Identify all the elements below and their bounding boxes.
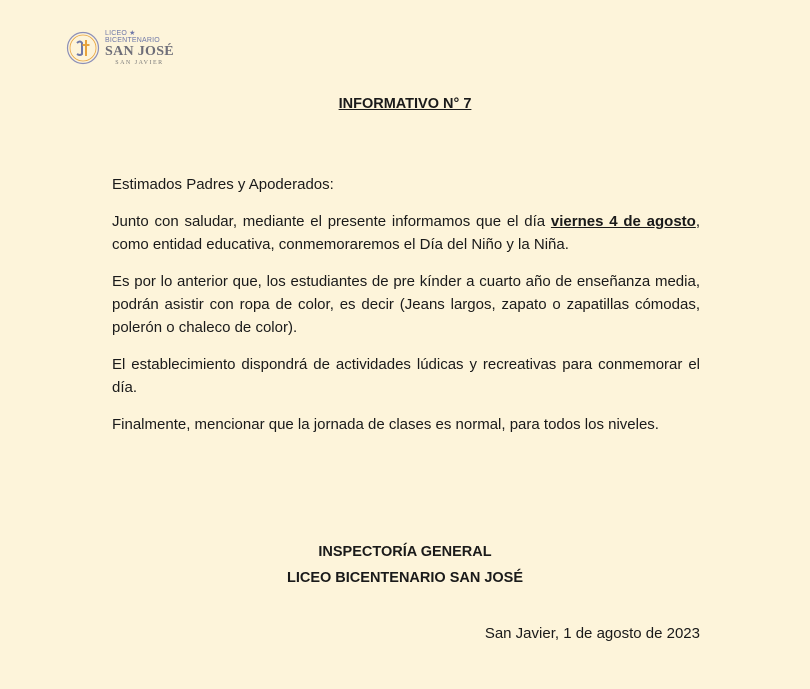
- logo-line-san-jose: SAN JOSÉ: [105, 44, 174, 59]
- announcement-text-end: , como entidad educativa, conmemoraremos el Día del Niño y la Niña.: [112, 213, 700, 253]
- announcement-text-start: Junto con saludar, mediante el presente informamos que el día: [112, 213, 551, 230]
- letter-body: [112, 173, 700, 450]
- signature-institution: LICEO BICENTENARIO SAN JOSÉ: [286, 570, 524, 586]
- school-logo: [66, 30, 174, 66]
- highlighted-date: viernes 4 de agosto: [550, 213, 696, 230]
- logo-wordmark: [105, 30, 174, 66]
- paragraph-announcement: [112, 210, 700, 256]
- document-title: INFORMATIVO N° 7: [338, 96, 472, 112]
- logo-line-liceo: LICEO ★: [105, 30, 136, 37]
- paragraph-closing: Finalmente, mencionar que la jornada de clases es normal, para todos los niveles.: [112, 416, 659, 433]
- greeting: Estimados Padres y Apoderados:: [112, 176, 334, 193]
- logo-line-bicentenario: BICENTENARIO: [105, 37, 160, 44]
- paragraph-activities: El establecimiento dispondrá de actividades lúdicas y recreativas para conmemorar el día.: [112, 356, 700, 396]
- school-crest-icon: [66, 31, 100, 65]
- signature-department: INSPECTORÍA GENERAL: [318, 544, 492, 560]
- signature-block: [0, 539, 810, 591]
- paragraph-dress-code: Es por lo anterior que, los estudiantes de pre kínder a cuarto año de enseñanza media, podrán asistir con ropa de color, es decir (Jeans largos, zapato o zapatillas cómodas, polerón o chaleco de color).: [112, 273, 700, 336]
- date-line: San Javier, 1 de agosto de 2023: [484, 625, 700, 642]
- logo-line-san-javier: SAN JAVIER: [115, 60, 164, 66]
